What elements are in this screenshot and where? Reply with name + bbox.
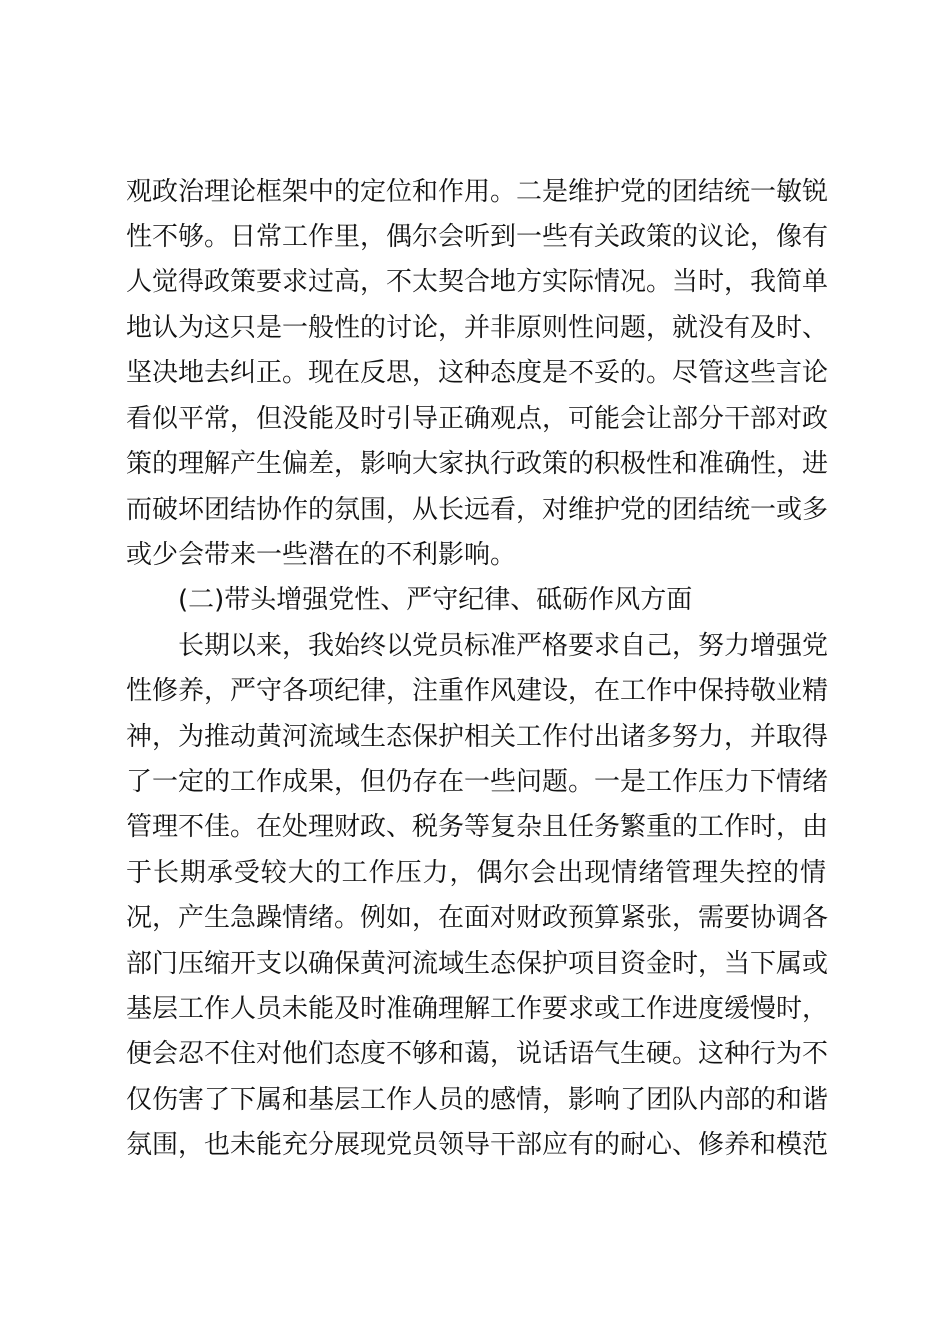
paragraph-line: 便会忍不住对他们态度不够和蔼，说话语气生硬。这种行为不 — [126, 1039, 829, 1069]
paragraph-line: 人觉得政策要求过高，不太契合地方实际情况。当时，我简单 — [126, 267, 829, 297]
paragraph-line: 或少会带来一些潜在的不利影响。 — [126, 540, 517, 570]
paragraph-line: 地认为这只是一般性的讨论，并非原则性问题，就没有及时、 — [126, 313, 829, 343]
paragraph-line: 基层工作人员未能及时准确理解工作要求或工作进度缓慢时， — [126, 994, 829, 1024]
paragraph-line: 仅伤害了下属和基层工作人员的感情，影响了团队内部的和谐 — [126, 1085, 829, 1115]
section-heading: (二)带头增强党性、严守纪律、砥砺作风方面 — [178, 585, 693, 615]
paragraph-line: 坚决地去纠正。现在反思，这种态度是不妥的。尽管这些言论 — [126, 358, 829, 388]
paragraph-line: 性修养，严守各项纪律，注重作风建设，在工作中保持敬业精 — [126, 676, 829, 706]
paragraph-line: 管理不佳。在处理财政、税务等复杂且任务繁重的工作时，由 — [126, 812, 829, 842]
paragraph-line: 策的理解产生偏差，影响大家执行政策的积极性和准确性，进 — [126, 449, 829, 479]
paragraph-line: 部门压缩开支以确保黄河流域生态保护项目资金时，当下属或 — [126, 949, 829, 979]
paragraph-line: 氛围，也未能充分展现党员领导干部应有的耐心、修养和模范 — [126, 1130, 829, 1160]
paragraph-line: 了一定的工作成果，但仍存在一些问题。一是工作压力下情绪 — [126, 767, 829, 797]
paragraph-line: 观政治理论框架中的定位和作用。二是维护党的团结统一敏锐 — [126, 177, 829, 207]
paragraph-line: 性不够。日常工作里，偶尔会听到一些有关政策的议论，像有 — [126, 222, 829, 252]
paragraph-line: 长期以来，我始终以党员标准严格要求自己，努力增强党 — [178, 631, 829, 661]
paragraph-line: 看似平常，但没能及时引导正确观点，可能会让部分干部对政 — [126, 404, 829, 434]
paragraph-line: 神，为推动黄河流域生态保护相关工作付出诸多努力，并取得 — [126, 722, 829, 752]
paragraph-line: 于长期承受较大的工作压力，偶尔会出现情绪管理失控的情 — [126, 858, 826, 888]
paragraph-line: 况，产生急躁情绪。例如，在面对财政预算紧张，需要协调各 — [126, 903, 829, 933]
paragraph-line: 而破坏团结协作的氛围，从长远看，对维护党的团结统一或多 — [126, 495, 829, 525]
